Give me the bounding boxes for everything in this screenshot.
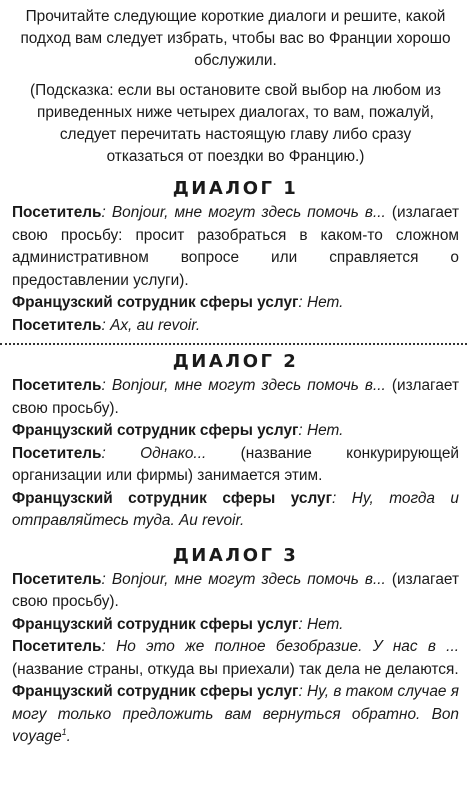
remark-text: (излагает свою просьбу).: [12, 570, 459, 610]
speaker-label: Французский сотрудник сферы услуг: [12, 683, 299, 700]
dialog-2-line-1: [12, 375, 459, 420]
remark-text: (излагает свою просьбу: просит разобраться в каком-то сложном административном вопросе или справляется о предоставлении услуги).: [12, 204, 459, 289]
dialog-3-line-2: [12, 614, 459, 637]
intro-paragraph: Прочитайте следующие короткие диалоги и решите, какой подход вам следует избрать, чтобы вас во Франции хорошо обслужили.: [20, 8, 451, 69]
speech-text: : Нет.: [298, 294, 344, 311]
speaker-label: Французский сотрудник сферы услуг: [12, 422, 299, 439]
speaker-label: Посетитель: [12, 204, 102, 221]
dotted-divider: [0, 343, 469, 345]
dialog-1-line-1: [12, 202, 459, 292]
dialog-2-line-3: [12, 443, 459, 488]
dialog-2: [12, 351, 459, 533]
dialog-1-title: ДИАЛОГ 1: [172, 178, 299, 199]
footnote-marker: 1: [61, 726, 67, 737]
dialog-3-line-4: [12, 681, 459, 749]
speech-text: : Ну, в таком случае я могу только предложить вам вернуться обратно. Bon voyage: [12, 683, 459, 745]
speaker-label: Посетитель: [12, 570, 102, 588]
speaker-label: Посетитель: [12, 638, 102, 655]
speech-text: : Bonjour, мне могут здесь помочь в...: [101, 377, 386, 394]
dialog-2-title: ДИАЛОГ 2: [172, 351, 299, 372]
dialog-3-line-3: [12, 636, 459, 681]
speaker-label: Французский сотрудник сферы услуг: [12, 294, 299, 311]
speech-text-cont: занимается этим.: [193, 467, 323, 484]
dialog-2-line-4: [12, 488, 459, 533]
speech-text: : Ах, au revoir.: [101, 316, 201, 334]
dialog-1-line-3: [12, 315, 459, 338]
hint-paragraph: (Подсказка: если вы остановите свой выбор на любом из приведенных ниже четырех диалогах, то вам, пожалуй, следует перечитать настоящую главу либо сразу отказаться от поездки во Францию.): [30, 82, 441, 165]
dialog-2-line-2: [12, 420, 459, 443]
speech-text: : Однако...: [101, 444, 207, 462]
speech-text: : Ну, тогда и отправляйтесь туда. Au revoir.: [12, 489, 459, 529]
remark-text: (излагает свою просьбу).: [12, 377, 459, 417]
speech-text: : Нет.: [298, 615, 344, 633]
remark-text: (название страны, откуда вы приехали): [12, 660, 295, 678]
speech-text: : Bonjour, мне могут здесь помочь в...: [101, 204, 386, 221]
speech-text-cont: так дела не делаются.: [294, 660, 459, 678]
speaker-label: Французский сотрудник сферы услуг: [12, 489, 332, 507]
speaker-label: Посетитель: [12, 444, 102, 462]
speech-end: .: [66, 728, 71, 745]
speech-text: : Но это же полное безобразие. У нас в ...: [101, 638, 459, 655]
dialog-1-line-2: [12, 292, 459, 315]
dialog-3-title: ДИАЛОГ 3: [172, 544, 299, 566]
remark-text: (название конкурирующей организации или фирмы): [12, 444, 459, 484]
dialog-1: [12, 178, 459, 337]
dialog-3-line-1: [12, 569, 459, 614]
speaker-label: Посетитель: [12, 316, 102, 334]
speaker-label: Французский сотрудник сферы услуг: [12, 615, 299, 633]
dialog-3: [12, 545, 459, 749]
speech-text: : Нет.: [298, 422, 344, 439]
speaker-label: Посетитель: [12, 377, 102, 394]
speech-text: : Bonjour, мне могут здесь помочь в...: [101, 570, 386, 588]
